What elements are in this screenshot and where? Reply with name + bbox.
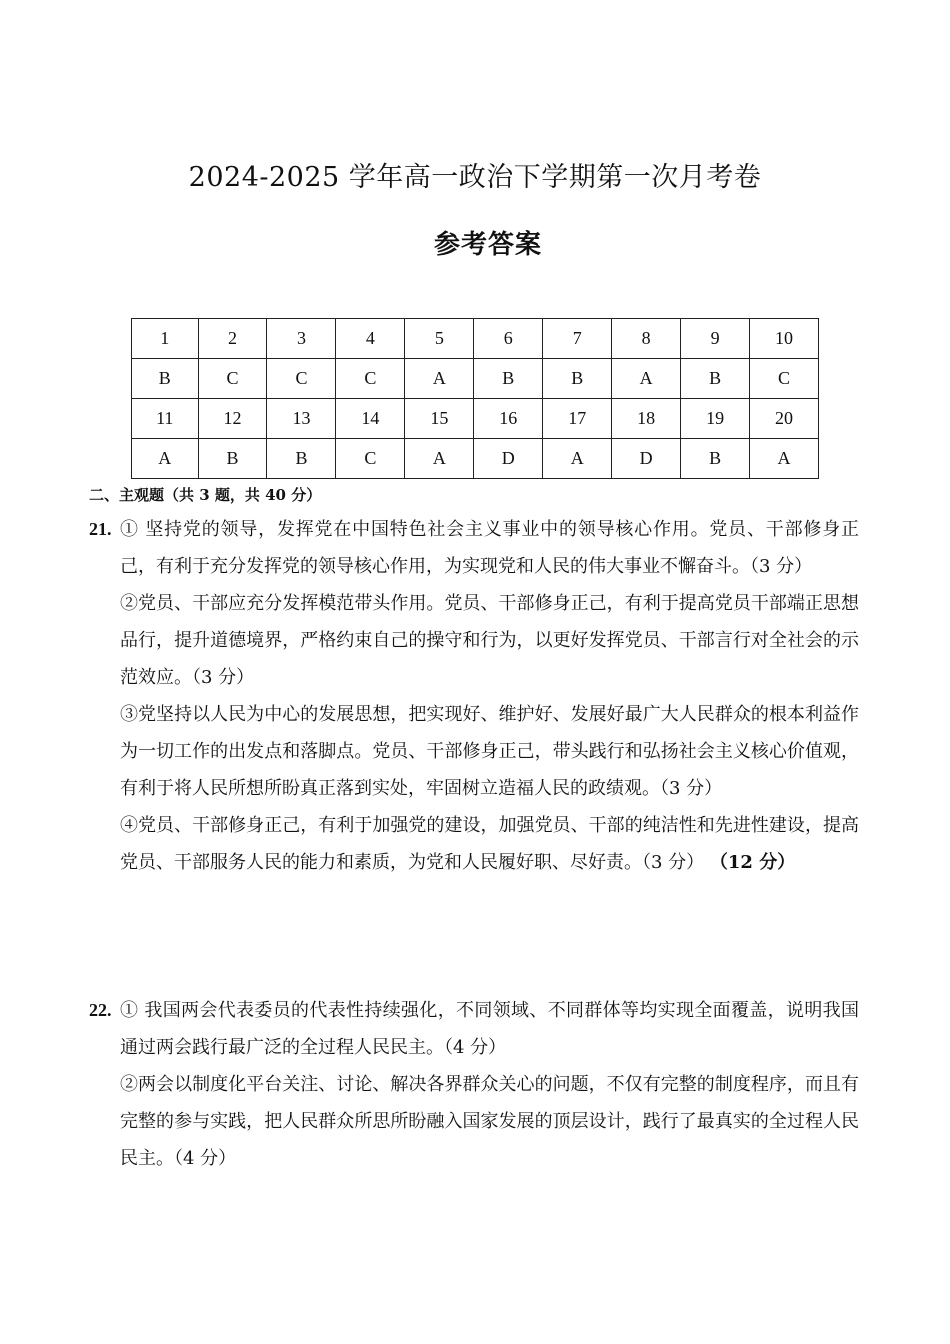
section-heading: 二、主观题（共 3 题，共 40 分）	[89, 486, 322, 504]
answer-cell: B	[132, 359, 199, 399]
question-22	[89, 992, 859, 1177]
answer-cell: D	[612, 439, 681, 479]
question-number-cell: 13	[267, 399, 336, 439]
answer-cell: B	[474, 359, 543, 399]
question-number-cell: 6	[474, 319, 543, 359]
question-number-cell: 7	[543, 319, 612, 359]
answer-cell: B	[543, 359, 612, 399]
answer-point-text: ④党员、干部修身正己，有利于加强党的建设，加强党员、干部的纯洁性和先进性建设，提高党员、干部服务人民的能力和素质，为党和人民履好职、尽好责。（3 分）	[120, 815, 859, 873]
answer-cell: A	[612, 359, 681, 399]
answer-cell: C	[198, 359, 267, 399]
answer-point: ① 我国两会代表委员的代表性持续强化，不同领域、不同群体等均实现全面覆盖，说明我国通过两会践行最广泛的全过程人民民主。（4 分）	[120, 1000, 859, 1058]
question-number-cell: 20	[750, 399, 819, 439]
answer-point: ③党坚持以人民为中心的发展思想，把实现好、维护好、发展好最广大人民群众的根本利益作为一切工作的出发点和落脚点。党员、干部修身正己，带头践行和弘扬社会主义核心价值观，有利于将人民所想所盼真正落到实处，牢固树立造福人民的政绩观。（3 分）	[120, 704, 859, 799]
question-number-cell: 17	[543, 399, 612, 439]
answer-cell: D	[474, 439, 543, 479]
question-number-cell: 19	[681, 399, 750, 439]
question-number-cell: 1	[132, 319, 199, 359]
answer-point: ②党员、干部应充分发挥模范带头作用。党员、干部修身正己，有利于提高党员干部端正思想品行，提升道德境界，严格约束自己的操守和行为，以更好发挥党员、干部言行对全社会的示范效应。（3 分）	[120, 593, 859, 688]
question-number: 22.	[89, 1000, 112, 1020]
document-subtitle: 参考答案	[433, 230, 542, 260]
total-score: （12 分）	[709, 852, 796, 873]
question-number: 21.	[89, 519, 112, 539]
question-number-cell: 16	[474, 399, 543, 439]
question-answer-body	[120, 992, 859, 1177]
question-number-cell: 4	[336, 319, 405, 359]
question-number-cell: 8	[612, 319, 681, 359]
table-row	[132, 439, 819, 479]
document-title: 2024-2025 学年高一政治下学期第一次月考卷	[188, 162, 762, 193]
answer-cell: B	[198, 439, 267, 479]
answer-cell: B	[681, 359, 750, 399]
question-number-cell: 3	[267, 319, 336, 359]
answer-cell: A	[405, 439, 474, 479]
answer-cell: C	[336, 439, 405, 479]
question-number-cell: 12	[198, 399, 267, 439]
question-answer-body	[120, 511, 859, 881]
answer-point: ① 坚持党的领导，发挥党在中国特色社会主义事业中的领导核心作用。党员、干部修身正己，有利于充分发挥党的领导核心作用，为实现党和人民的伟大事业不懈奋斗。（3 分）	[120, 519, 859, 577]
question-number-cell: 9	[681, 319, 750, 359]
question-21	[89, 511, 859, 881]
question-number-cell: 10	[750, 319, 819, 359]
question-number-cell: 2	[198, 319, 267, 359]
table-row	[132, 399, 819, 439]
answer-cell: C	[267, 359, 336, 399]
question-number-cell: 11	[132, 399, 199, 439]
question-number-cell: 14	[336, 399, 405, 439]
answer-cell: A	[405, 359, 474, 399]
question-number-cell: 18	[612, 399, 681, 439]
answer-point: ②两会以制度化平台关注、讨论、解决各界群众关心的问题，不仅有完整的制度程序，而且有完整的参与实践，把人民群众所思所盼融入国家发展的顶层设计，践行了最真实的全过程人民民主。（4 分）	[120, 1074, 859, 1169]
answer-point	[120, 807, 859, 881]
table-row	[132, 359, 819, 399]
answer-cell: C	[336, 359, 405, 399]
table-row	[132, 319, 819, 359]
answer-cell: B	[267, 439, 336, 479]
answer-cell: A	[132, 439, 199, 479]
question-number-cell: 5	[405, 319, 474, 359]
answer-cell: C	[750, 359, 819, 399]
answer-cell: A	[543, 439, 612, 479]
question-number-cell: 15	[405, 399, 474, 439]
answer-cell: A	[750, 439, 819, 479]
answer-cell: B	[681, 439, 750, 479]
answer-table	[131, 318, 819, 479]
